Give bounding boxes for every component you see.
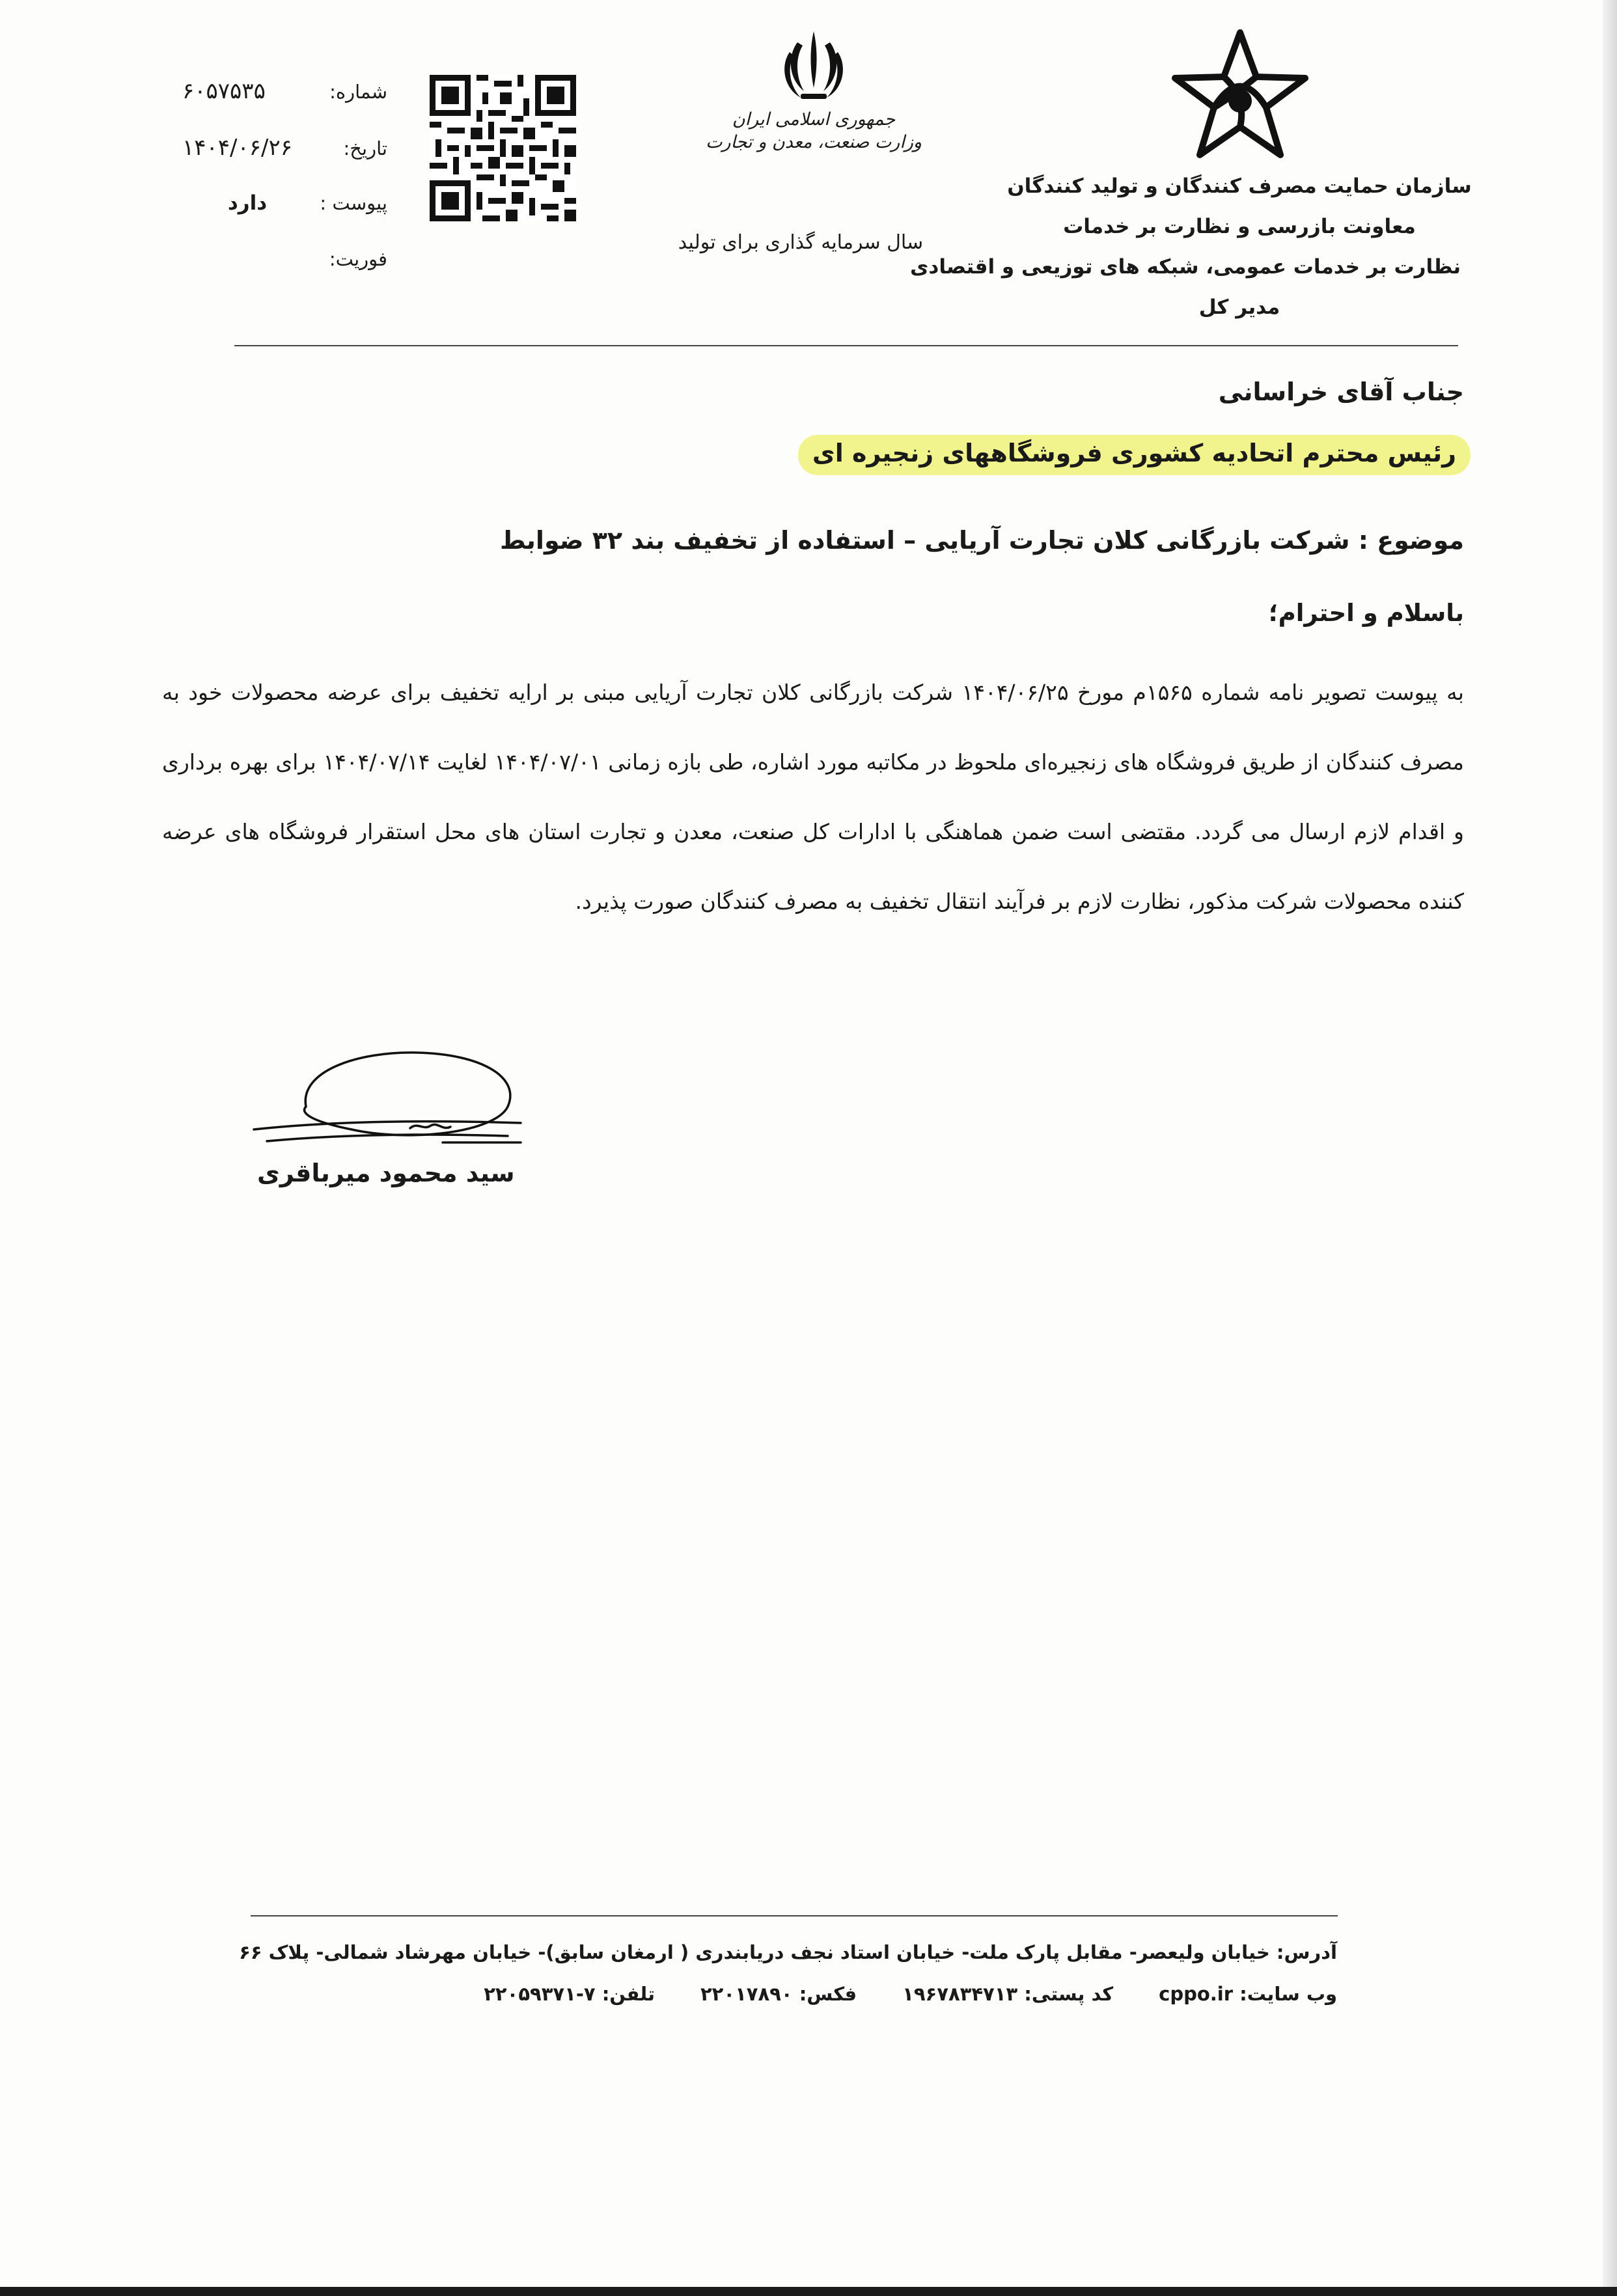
number-label: شماره: — [329, 81, 387, 103]
letter-body: به پیوست تصویر نامه شماره ۱۵۶۵م مورخ ۱۴۰۴/۰۶/۲۵ شرکت بازرگانی کلان تجارت آریایی مبنی بر ارایه تخفیف برای عرضه محصولات خود به مصرف کنندگان از طریق فروشگاه های زنجیره‌ای ملحوظ در مکاتبه مورد اشاره، طی بازه زمانی ۱۴۰۴/۰۷/۰۱ لغایت ۱۴۰۴/۰۷/۱۴ برای بهره برداری و اقدام لازم ارسال می گردد. مقتضی است ضمن هماهنگی با ادارات کل صنعت، معدن و تجارت استان های محل استقرار فروشگاه های عرضه کننده محصولات شرکت مذکور، نظارت لازم بر فرآیند انتقال تخفیف به مصرف کنندگان صورت پذیرد. — [162, 680, 1464, 914]
footer-website-link[interactable]: cppo.ir — [1159, 1983, 1234, 2005]
letter-subject: موضوع : شرکت بازرگانی کلان تجارت آریایی – استفاده از تخفیف بند ۳۲ ضوابط — [499, 526, 1464, 555]
org-line-3: نظارت بر خدمات عمومی، شبکه های توزیعی و اقتصادی — [910, 255, 1461, 279]
recipient-title-highlighted: رئیس محترم اتحادیه کشوری فروشگاههای زنجیره ای — [798, 435, 1471, 475]
number-value: ۶۰۵۷۵۳۵ — [182, 78, 266, 104]
date-label: تاریخ: — [343, 137, 387, 159]
footer-divider — [251, 1915, 1338, 1916]
letter-greeting: باسلام و احترام؛ — [1268, 599, 1464, 627]
footer-fax: فکس: ۲۲۰۱۷۸۹۰ — [700, 1983, 857, 2005]
meta-urgency-row — [166, 248, 387, 305]
org-line-2: معاونت بازرسی و نظارت بر خدمات — [1063, 215, 1416, 238]
footer-website-label: وب سایت: — [1239, 1983, 1337, 2005]
footer-address: آدرس: خیابان ولیعصر- مقابل پارک ملت- خیابان استاد نجف دریابندری ( ارمغان سابق)- خیابان مهرشاد شمالی- پلاک ۶۶ — [239, 1941, 1337, 1963]
footer-phone: تلفن: ۷-۲۲۰۵۹۳۷۱ — [484, 1983, 655, 2005]
ministry-name: وزارت صنعت، معدن و تجارت — [706, 132, 922, 152]
ministry-emblem-block — [703, 26, 924, 152]
handwritten-signature — [247, 1045, 573, 1169]
footer-website-block — [1159, 1983, 1337, 2005]
iran-emblem-icon — [778, 26, 850, 104]
signatory-name: سید محمود میرباقری — [257, 1159, 515, 1187]
org-line-1: سازمان حمایت مصرف کنندگان و تولید کنندگان — [1007, 174, 1472, 198]
letter-meta — [166, 78, 387, 305]
organization-star-logo — [1168, 26, 1312, 163]
org-line-4: مدیر کل — [1198, 296, 1280, 319]
country-name: جمهوری اسلامی ایران — [732, 109, 896, 130]
attachment-label: پیوست : — [320, 192, 387, 214]
meta-attachment-row — [166, 191, 387, 248]
meta-number-row — [166, 78, 387, 135]
scan-bottom-edge — [0, 2287, 1617, 2296]
footer-postal-code: کد پستی: ۱۹۶۷۸۳۴۷۱۳ — [902, 1983, 1114, 2005]
date-value: ۱۴۰۴/۰۶/۲۶ — [182, 135, 293, 161]
attachment-value: دارد — [227, 191, 268, 215]
qr-code — [430, 75, 576, 221]
recipient-name: جناب آقای خراسانی — [1218, 378, 1464, 406]
year-slogan: سال سرمایه گذاری برای تولید — [678, 231, 924, 254]
footer-contacts — [484, 1983, 1337, 2005]
urgency-label: فوریت: — [329, 248, 387, 270]
organization-header — [910, 166, 1487, 327]
meta-date-row — [166, 135, 387, 191]
header-divider — [234, 345, 1458, 346]
scan-right-edge — [1603, 0, 1617, 2296]
